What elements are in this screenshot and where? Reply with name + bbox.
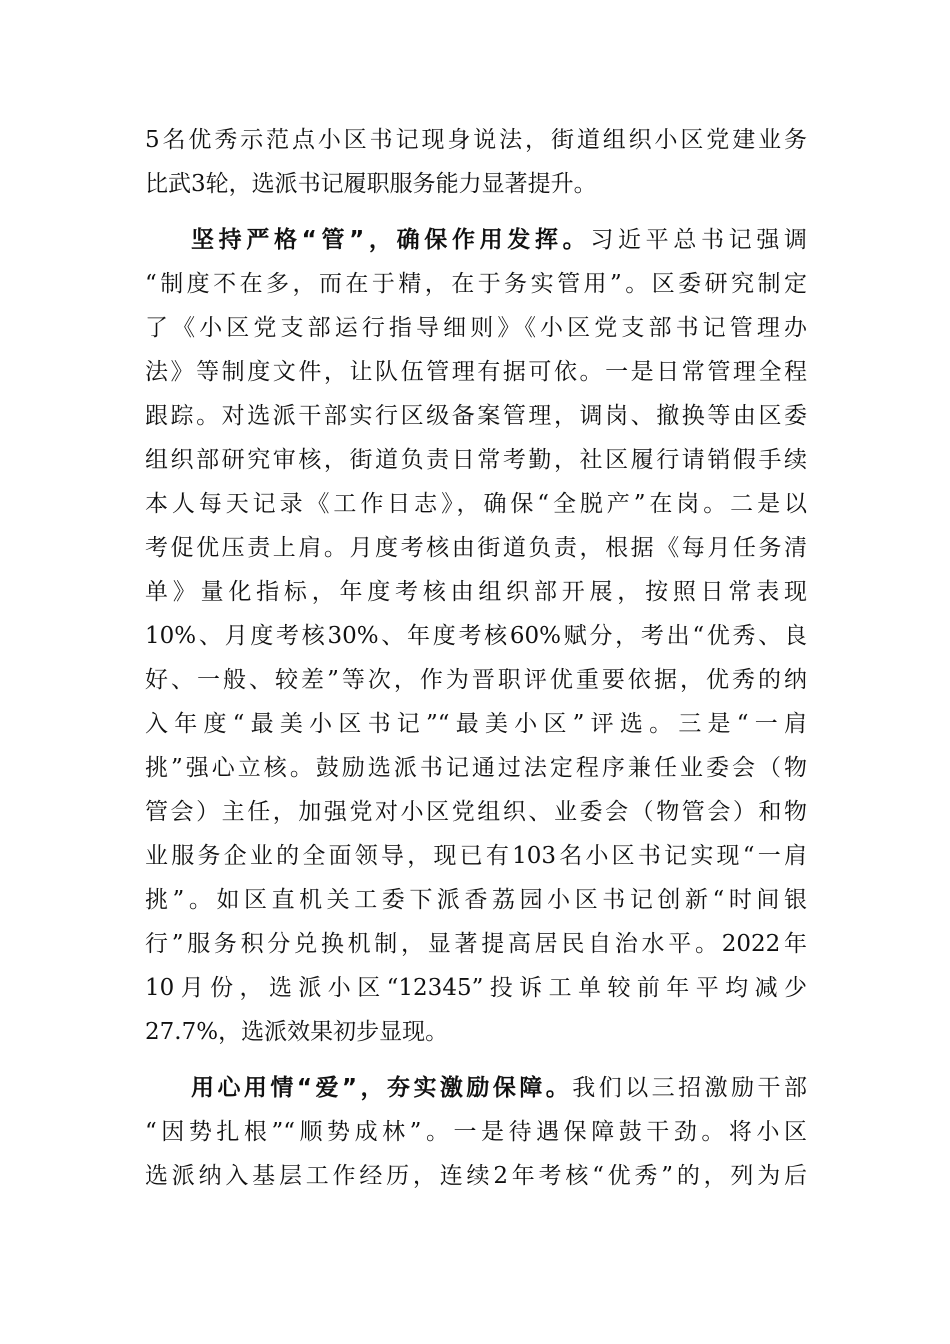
document-body — [145, 118, 807, 1198]
text-line: 10月份，选派小区“12345”投诉工单较前年平均减少 — [145, 975, 807, 1001]
text-line: 挑”。如区直机关工委下派香荔园小区书记创新“时间银 — [145, 887, 807, 913]
text-line: 行”服务积分兑换机制，显著提高居民自治水平。2022年 — [145, 931, 807, 957]
text-line: 考促优压责上肩。月度考核由街道负责，根据《每月任务清 — [145, 535, 807, 561]
text-line: 比武3轮，选派书记履职服务能力显著提升。 — [145, 171, 597, 197]
text-line: 管会）主任，加强党对小区党组织、业委会（物管会）和物 — [145, 799, 807, 825]
text-line: 5名优秀示范点小区书记现身说法，街道组织小区党建业务 — [145, 127, 807, 153]
text-line: “因势扎根”“顺势成林”。一是待遇保障鼓干劲。将小区 — [145, 1119, 807, 1145]
text-line: 组织部研究审核，街道负责日常考勤，社区履行请销假手续 — [145, 447, 807, 473]
text-line: 挑”强心立核。鼓励选派书记通过法定程序兼任业委会（物 — [145, 755, 807, 781]
text-line: 入年度“最美小区书记”“最美小区”评选。三是“一肩 — [145, 711, 807, 737]
text-line: “制度不在多，而在于精，在于务实管用”。区委研究制定 — [145, 271, 807, 297]
text-line: 了《小区党支部运行指导细则》《小区党支部书记管理办 — [145, 315, 807, 341]
text-line: 好、一般、较差”等次，作为晋职评优重要依据，优秀的纳 — [145, 667, 807, 693]
section-heading: 用心用情“爱”，夯实激励保障。 — [191, 1075, 573, 1101]
text-span: 习近平总书记强调 — [590, 227, 807, 253]
text-line: 10%、月度考核30%、年度考核60%赋分，考出“优秀、良 — [145, 623, 807, 649]
paragraph-first-line — [145, 1066, 807, 1110]
text-line: 27.7%，选派效果初步显现。 — [145, 1019, 449, 1045]
text-line: 单》量化指标，年度考核由组织部开展，按照日常表现 — [145, 579, 807, 605]
text-line: 跟踪。对选派干部实行区级备案管理，调岗、撤换等由区委 — [145, 403, 807, 429]
text-span: 我们以三招激励干部 — [572, 1075, 807, 1101]
text-line: 法》等制度文件，让队伍管理有据可依。一是日常管理全程 — [145, 359, 807, 385]
section-heading: 坚持严格“管”，确保作用发挥。 — [191, 227, 591, 253]
paragraph-first-line — [145, 218, 807, 262]
text-line: 选派纳入基层工作经历，连续2年考核“优秀”的，列为后 — [145, 1163, 807, 1189]
text-line: 本人每天记录《工作日志》，确保“全脱产”在岗。二是以 — [145, 491, 807, 517]
text-line: 业服务企业的全面领导，现已有103名小区书记实现“一肩 — [145, 843, 807, 869]
